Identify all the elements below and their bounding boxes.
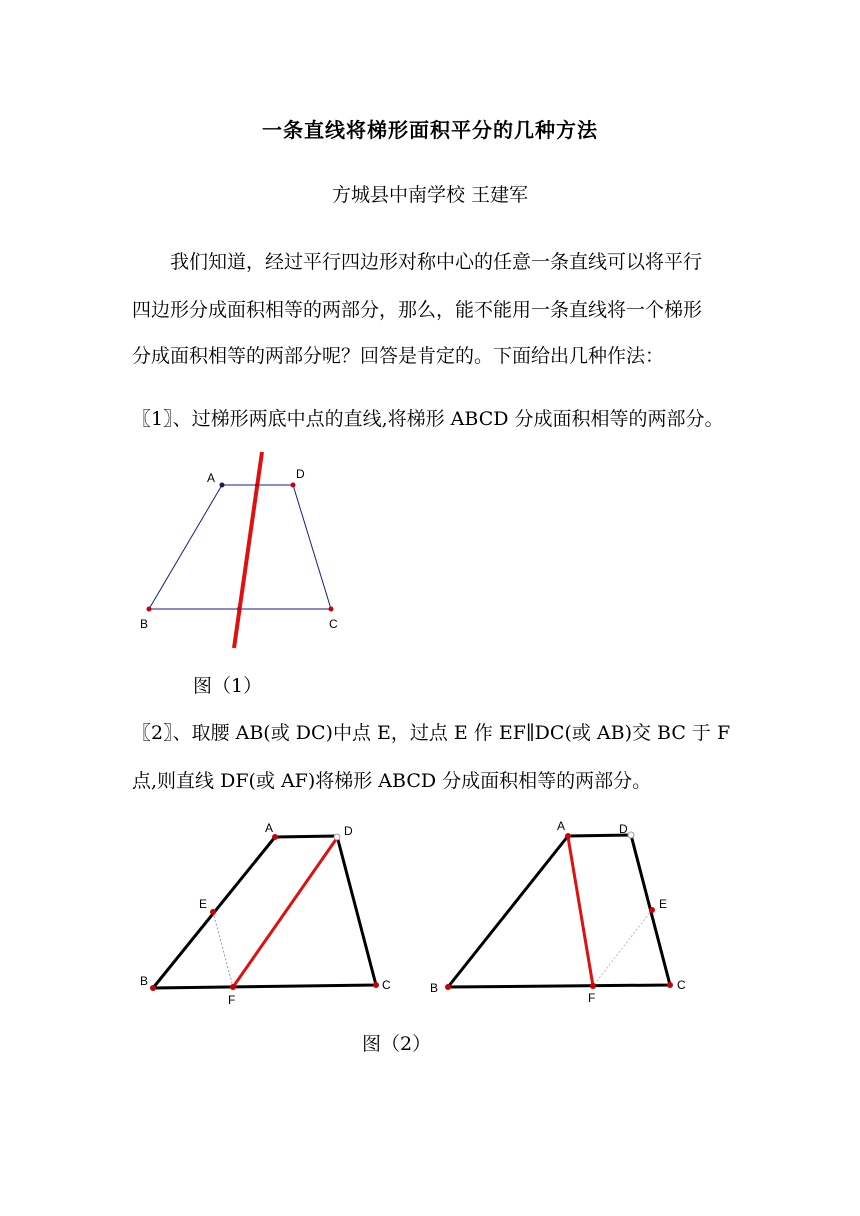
point-c xyxy=(329,607,334,612)
intro-line-1: 我们知道，经过平行四边形对称中心的任意一条直线可以将平行 xyxy=(170,251,703,273)
method-2-line-2: 点,则直线 DF(或 AF)将梯形 ABCD 分成面积相等的两部分。 xyxy=(132,770,652,792)
label-d-left: D xyxy=(344,824,353,838)
line-df-left xyxy=(233,838,337,987)
point-c-right xyxy=(667,982,673,988)
point-c-left xyxy=(373,982,379,988)
segment-ef-left xyxy=(213,912,233,987)
midpoint-ad xyxy=(255,483,259,487)
label-a: A xyxy=(207,471,216,485)
label-c-right: C xyxy=(677,978,686,992)
figure-2-left xyxy=(140,821,391,1007)
midpoint-bc xyxy=(237,607,241,611)
figure-2-right xyxy=(430,819,686,1005)
label-b-left: B xyxy=(140,974,149,988)
trapezoid-abcd xyxy=(149,485,331,609)
point-d-left xyxy=(334,834,340,840)
intro-line-2: 四边形分成面积相等的两部分，那么，能不能用一条直线将一个梯形 xyxy=(132,299,703,321)
point-e-right xyxy=(649,907,655,913)
line-af-right xyxy=(568,837,593,986)
label-a-left: A xyxy=(265,821,274,835)
label-d-right: D xyxy=(619,822,628,836)
label-a-right: A xyxy=(557,819,566,833)
figure-1 xyxy=(140,452,338,648)
method-2-line-1: 〖2〗、取腰 AB(或 DC)中点 E，过点 E 作 EF∥DC(或 AB)交 BC 于 F xyxy=(132,722,731,744)
label-f-left: F xyxy=(228,993,236,1007)
method-1-text: 〖1〗、过梯形两底中点的直线,将梯形 ABCD 分成面积相等的两部分。 xyxy=(132,408,724,430)
label-e-left: E xyxy=(199,897,208,911)
trapezoid-abcd-left xyxy=(153,836,376,988)
point-d-right xyxy=(628,832,634,838)
point-e-left xyxy=(210,909,216,915)
figure-1-caption: 图（1） xyxy=(193,675,263,697)
document-title: 一条直线将梯形面积平分的几种方法 xyxy=(262,118,598,142)
point-b-left xyxy=(150,985,156,991)
point-a-right xyxy=(565,833,571,839)
label-d: D xyxy=(296,467,305,481)
label-e-right: E xyxy=(659,897,668,911)
intro-line-3: 分成面积相等的两部分呢？回答是肯定的。下面给出几种作法： xyxy=(132,345,665,367)
label-c: C xyxy=(329,617,338,631)
bisecting-line xyxy=(234,452,262,648)
label-b-right: B xyxy=(430,981,439,995)
point-f-right xyxy=(590,983,596,989)
label-b: B xyxy=(140,617,149,631)
point-b-right xyxy=(445,984,451,990)
segment-ef-right xyxy=(593,910,652,986)
point-f-left xyxy=(230,984,236,990)
point-b xyxy=(147,607,152,612)
figure-2-caption: 图（2） xyxy=(362,1033,432,1055)
trapezoid-abcd-right xyxy=(448,835,670,987)
label-c-left: C xyxy=(382,978,391,992)
point-d xyxy=(291,483,296,488)
point-a xyxy=(220,483,225,488)
author-line: 方城县中南学校 王建军 xyxy=(331,184,529,206)
label-f-right: F xyxy=(588,991,596,1005)
